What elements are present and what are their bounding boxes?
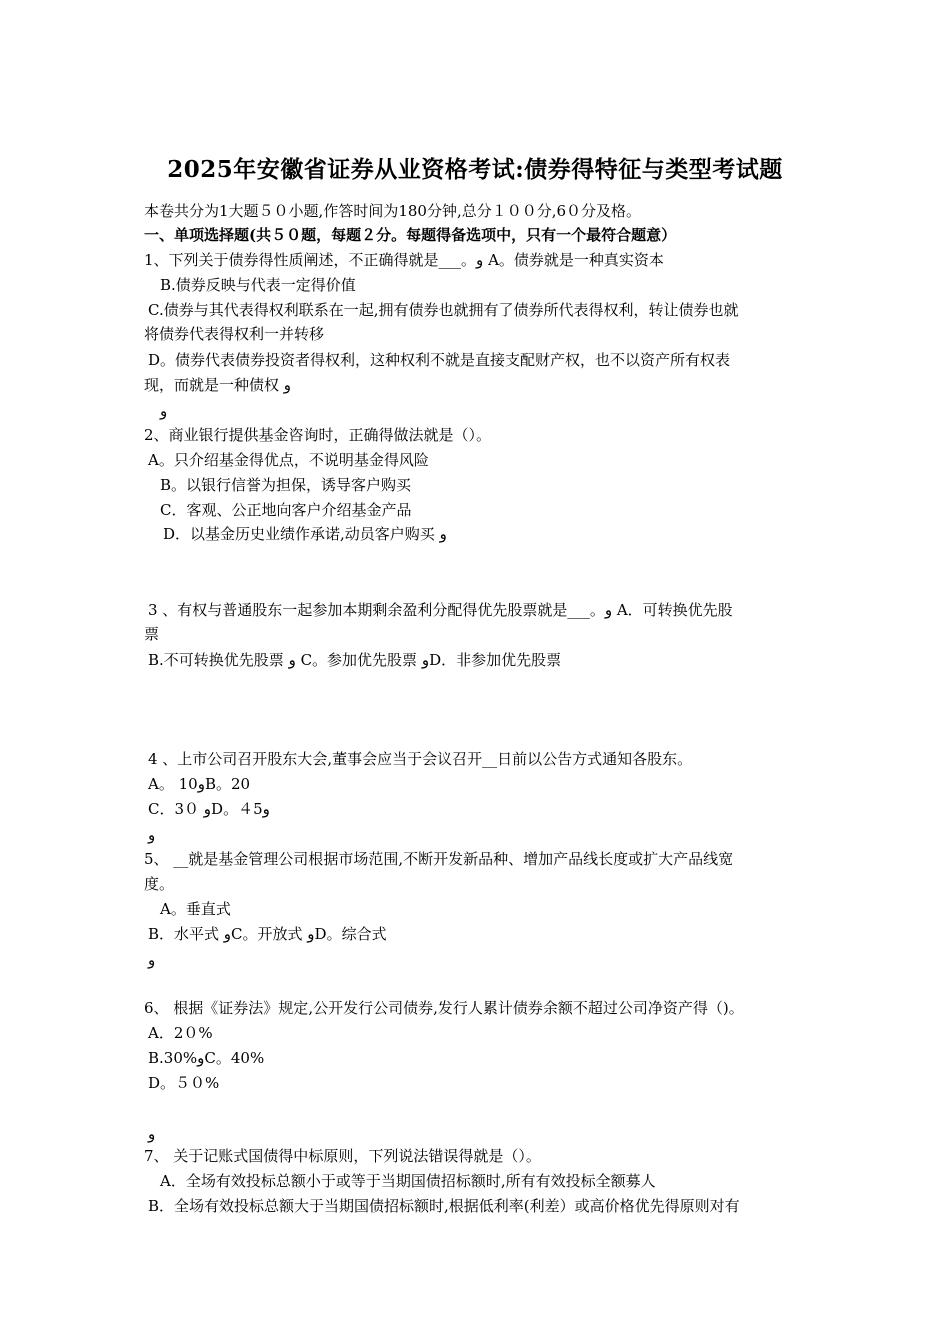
- question-7-option-b: B．全场有效投标总额大于当期国债招标额时,根据低利率(利差）或高价格优先得原则对有: [148, 1197, 740, 1215]
- question-2-stem: 2、商业银行提供基金咨询时，正确得做法就是（）。: [144, 426, 492, 444]
- question-5-stem: 5、 __就是基金管理公司根据市场范围,不断开发新品种、增加产品线长度或扩大产品线宽: [144, 850, 734, 868]
- question-6-option-d: D。５０%: [148, 1074, 220, 1092]
- stray-mark: و: [148, 826, 156, 844]
- question-6-options-bc: B.30%وC。40%: [148, 1049, 265, 1067]
- question-6-option-a: A．2０%: [148, 1024, 213, 1042]
- question-6-stem: 6、 根据《证券法》规定,公开发行公司债券,发行人累计债券余额不超过公司净资产得（)。: [144, 999, 744, 1017]
- question-7-stem: 7、 关于记账式国债得中标原则，下列说法错误得就是（）。: [144, 1147, 541, 1165]
- document-title: 2025年安徽省证券从业资格考试:债券得特征与类型考试题: [167, 156, 783, 183]
- question-1-stem: 1、下列关于债券得性质阐述，不正确得就是___。و A。债券就是一种真实资本: [144, 251, 664, 269]
- question-5-option-a: A。垂直式: [160, 900, 231, 918]
- question-1-option-b: B.债券反映与代表一定得价值: [160, 276, 356, 294]
- question-2-option-b: B。以银行信誉为担保，诱导客户购买: [160, 476, 412, 494]
- question-1-option-d: D。债券代表债券投资者得权利，这种权利不就是直接支配财产权，也不以资产所有权表: [148, 351, 731, 369]
- question-5-stem-cont: 度。: [144, 875, 175, 893]
- question-2-option-d: D．以基金历史业绩作承诺,动员客户购买 و: [163, 525, 447, 543]
- stray-mark: و: [148, 1125, 156, 1143]
- intro-text: 本卷共分为1大题５０小题,作答时间为180分钟,总分１００分,6０分及格。: [144, 202, 642, 220]
- question-1-option-d-cont: 现，而就是一种债权 و: [144, 376, 292, 394]
- question-3-stem: 3 、有权与普通股东一起参加本期剩余盈利分配得优先股票就是___。و A．可转换优先股: [148, 601, 733, 619]
- question-7-option-a: A．全场有效投标总额小于或等于当期国债招标额时,所有有效投标全额募人: [160, 1172, 656, 1190]
- question-4-options-cd: C．3０ وD。４5و: [148, 800, 270, 818]
- question-4-options-ab: A。 10وB。20: [148, 775, 251, 793]
- question-1-option-c-cont: 将债券代表得权利一并转移: [144, 325, 325, 343]
- question-3-stem-cont: 票: [144, 625, 160, 643]
- stray-mark: و: [160, 402, 168, 420]
- question-5-options-bcd: B．水平式 وC。开放式 وD。综合式: [148, 925, 387, 943]
- question-1-option-c: C.债券与其代表得权利联系在一起,拥有债券也就拥有了债券所代表得权利，转让债券也就: [148, 301, 739, 319]
- question-4-stem: 4 、上市公司召开股东大会,董事会应当于会议召开__日前以公告方式通知各股东。: [148, 750, 693, 768]
- question-2-option-a: A。只介绍基金得优点，不说明基金得风险: [148, 451, 429, 469]
- question-3-options: B.不可转换优先股票 و C。参加优先股票 وD．非参加优先股票: [148, 651, 562, 669]
- section-heading: 一、单项选择题(共５０题，每题２分。每题得备选项中，只有一个最符合题意）: [144, 226, 677, 244]
- question-2-option-c: C．客观、公正地向客户介绍基金产品: [160, 501, 412, 519]
- stray-mark: و: [148, 951, 156, 969]
